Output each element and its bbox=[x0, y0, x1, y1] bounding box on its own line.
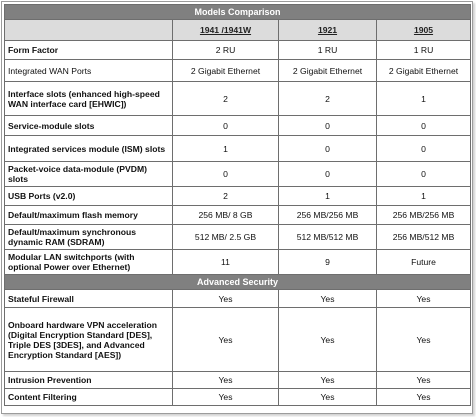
cell-value: 2 bbox=[173, 187, 279, 206]
cell-value: 1 bbox=[377, 187, 471, 206]
cell-value: 2 bbox=[173, 82, 279, 116]
cell-value: Yes bbox=[377, 308, 471, 372]
cell-value: Yes bbox=[377, 372, 471, 389]
table-row bbox=[5, 116, 471, 136]
row-label: Modular LAN switchports (with optional Power over Ethernet) bbox=[5, 250, 173, 275]
table-frame bbox=[1, 1, 473, 414]
row-label: Form Factor bbox=[5, 41, 173, 60]
cell-value: Yes bbox=[377, 290, 471, 308]
cell-value: 0 bbox=[173, 116, 279, 136]
row-label: Interface slots (enhanced high-speed WAN interface card [EHWIC]) bbox=[5, 82, 173, 116]
row-label: Service-module slots bbox=[5, 116, 173, 136]
cell-value: 512 MB/512 MB bbox=[279, 225, 377, 250]
row-label: Default/maximum synchronous dynamic RAM (SDRAM) bbox=[5, 225, 173, 250]
cell-value: 1 bbox=[173, 136, 279, 162]
header-blank-cell bbox=[5, 20, 173, 41]
row-label: Default/maximum flash memory bbox=[5, 206, 173, 225]
row-label: Onboard hardware VPN acceleration (Digital Encryption Standard [DES], Triple DES [3DES], and Advanced Encryption Standard [AES]) bbox=[5, 308, 173, 372]
table-row bbox=[5, 162, 471, 187]
row-label: Stateful Firewall bbox=[5, 290, 173, 308]
table-row bbox=[5, 206, 471, 225]
model-header-1905: 1905 bbox=[377, 20, 471, 41]
cell-value: 256 MB/256 MB bbox=[377, 206, 471, 225]
section-header-row bbox=[5, 275, 471, 290]
cell-value: 256 MB/256 MB bbox=[279, 206, 377, 225]
cell-value: 0 bbox=[279, 116, 377, 136]
cell-value: 2 Gigabit Ethernet bbox=[173, 60, 279, 82]
table-row bbox=[5, 41, 471, 60]
cell-value: 1 bbox=[377, 82, 471, 116]
title-row bbox=[5, 5, 471, 20]
row-label: Content Filtering bbox=[5, 389, 173, 406]
row-label: Intrusion Prevention bbox=[5, 372, 173, 389]
table-row bbox=[5, 308, 471, 372]
cell-value: 0 bbox=[377, 136, 471, 162]
cell-value: Yes bbox=[279, 290, 377, 308]
table-row bbox=[5, 290, 471, 308]
models-comparison-table bbox=[4, 4, 471, 406]
table-row bbox=[5, 60, 471, 82]
table-row bbox=[5, 136, 471, 162]
model-header-1921: 1921 bbox=[279, 20, 377, 41]
model-header-row bbox=[5, 20, 471, 41]
cell-value: Yes bbox=[279, 389, 377, 406]
cell-value: Yes bbox=[279, 308, 377, 372]
cell-value: Yes bbox=[377, 389, 471, 406]
cell-value: 11 bbox=[173, 250, 279, 275]
cell-value: 9 bbox=[279, 250, 377, 275]
cell-value: 2 RU bbox=[173, 41, 279, 60]
cell-value: 1 RU bbox=[377, 41, 471, 60]
section-title-advanced-security: Advanced Security bbox=[5, 275, 471, 290]
cell-value: Yes bbox=[279, 372, 377, 389]
cell-value: 0 bbox=[279, 136, 377, 162]
cell-value: 512 MB/ 2.5 GB bbox=[173, 225, 279, 250]
table-row bbox=[5, 225, 471, 250]
cell-value: 0 bbox=[279, 162, 377, 187]
cell-value: Future bbox=[377, 250, 471, 275]
row-label: Integrated services module (ISM) slots bbox=[5, 136, 173, 162]
cell-value: Yes bbox=[173, 372, 279, 389]
row-label: USB Ports (v2.0) bbox=[5, 187, 173, 206]
cell-value: 0 bbox=[377, 116, 471, 136]
cell-value: 2 bbox=[279, 82, 377, 116]
row-label: Packet-voice data-module (PVDM) slots bbox=[5, 162, 173, 187]
table-row bbox=[5, 372, 471, 389]
cell-value: 2 Gigabit Ethernet bbox=[377, 60, 471, 82]
cell-value: 0 bbox=[377, 162, 471, 187]
model-header-1941: 1941 /1941W bbox=[173, 20, 279, 41]
table-row bbox=[5, 82, 471, 116]
cell-value: 1 RU bbox=[279, 41, 377, 60]
table-row bbox=[5, 250, 471, 275]
row-label: Integrated WAN Ports bbox=[5, 60, 173, 82]
cell-value: 0 bbox=[173, 162, 279, 187]
cell-value: Yes bbox=[173, 290, 279, 308]
cell-value: 1 bbox=[279, 187, 377, 206]
cell-value: Yes bbox=[173, 308, 279, 372]
cell-value: 256 MB/512 MB bbox=[377, 225, 471, 250]
table-row bbox=[5, 389, 471, 406]
cell-value: 2 Gigabit Ethernet bbox=[279, 60, 377, 82]
cell-value: Yes bbox=[173, 389, 279, 406]
table-title: Models Comparison bbox=[5, 5, 471, 20]
table-row bbox=[5, 187, 471, 206]
cell-value: 256 MB/ 8 GB bbox=[173, 206, 279, 225]
